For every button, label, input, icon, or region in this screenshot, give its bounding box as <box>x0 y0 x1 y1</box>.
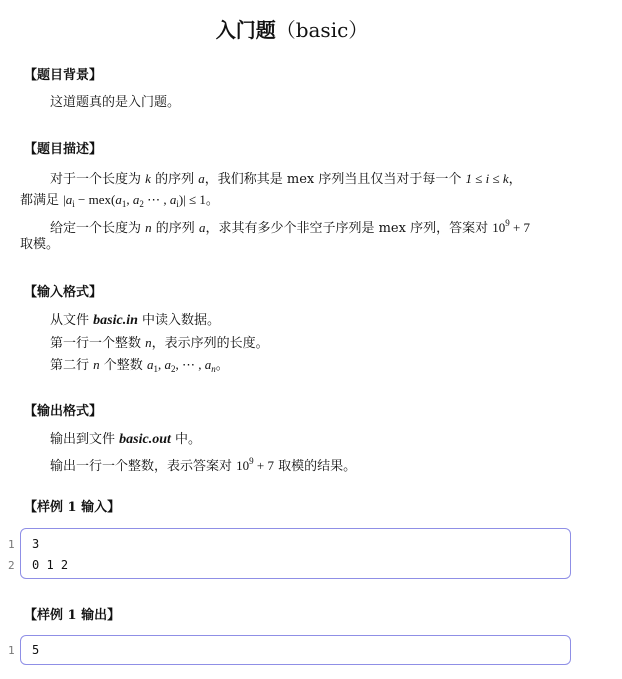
title-paren: （basic） <box>275 18 369 42</box>
text-span: 。 <box>205 193 219 208</box>
math-a: a <box>198 171 205 186</box>
background-text: 这道题真的是入门题。 <box>50 95 181 110</box>
text-span: 输出到文件 <box>50 432 116 447</box>
sample-input-heading: 【样例 1 输入】 <box>24 500 121 515</box>
math-formula: $|a_i - mex(a_1$, $a_2$ ⋯ , $a_i)| \le 1$ <box>63 192 206 209</box>
description-line-1 <box>50 168 522 190</box>
input-line-2 <box>50 332 269 354</box>
text-span: 都满足 <box>20 193 60 208</box>
input-format-heading: 【输入格式】 <box>24 285 103 300</box>
input-line-3 <box>50 354 229 380</box>
math-sequence: $a_1$, $a_2$, ⋯ , $a_n$ <box>146 357 216 374</box>
text-span: 给定一个长度为 <box>50 221 142 236</box>
line-number: 1 <box>8 644 15 657</box>
sample-output-gutter <box>8 640 15 661</box>
page-title <box>0 14 584 43</box>
description-heading: 【题目描述】 <box>24 142 103 157</box>
text-span: 输出一行一个整数，表示答案对 <box>50 459 233 474</box>
text-span: 。 <box>215 358 229 373</box>
title-main: 入门题 <box>215 18 276 42</box>
code-line: 0 1 2 <box>32 558 69 572</box>
code-line: 5 <box>32 643 40 657</box>
sample-output-heading: 【样例 1 输出】 <box>24 608 121 623</box>
text-span: 中读入数据。 <box>142 313 221 328</box>
description-line-2 <box>20 189 219 215</box>
text-span: 取模的结果。 <box>278 459 357 474</box>
math-modulus: $10^9 + 7$ <box>492 218 531 235</box>
background-heading: 【题目背景】 <box>24 68 103 83</box>
input-line-1 <box>50 310 220 331</box>
math-condition: 1 ≤ i ≤ k <box>465 171 509 186</box>
text-span: ， <box>508 172 522 187</box>
text-span: 个整数 <box>103 358 143 373</box>
math-modulus: $10^9 + 7$ <box>236 456 274 473</box>
math-a: a <box>198 220 206 235</box>
math-k: k <box>145 171 151 186</box>
sample-input-gutter <box>8 534 15 576</box>
output-line-1 <box>50 429 201 450</box>
math-n: n <box>145 220 152 235</box>
sample-input-box[interactable] <box>20 528 571 579</box>
text-span: ，求其有多少个非空子序列是 mex 序列，答案对 <box>205 221 489 236</box>
sample-output-box[interactable] <box>20 635 571 665</box>
text-span: 第二行 <box>50 358 90 373</box>
code-line: 3 <box>32 537 40 551</box>
description-line-3 <box>50 213 530 239</box>
output-line-2 <box>50 451 356 477</box>
input-filename: basic.in <box>93 313 138 328</box>
text-span: 第一行一个整数 <box>50 336 142 351</box>
text-span: 中。 <box>175 432 202 447</box>
text-span: 的序列 <box>155 221 195 236</box>
output-filename: basic.out <box>119 432 171 447</box>
output-format-heading: 【输出格式】 <box>24 404 103 419</box>
line-number: 1 <box>8 538 15 551</box>
text-span: ，表示序列的长度。 <box>151 336 269 351</box>
math-n: n <box>145 335 152 350</box>
line-number: 2 <box>8 559 15 572</box>
description-line-4: 取模。 <box>20 237 60 252</box>
text-span: 对于一个长度为 <box>50 172 142 187</box>
text-span: 的序列 <box>155 172 195 187</box>
text-span: 从文件 <box>50 313 90 328</box>
text-span: ，我们称其是 mex 序列当且仅当对于每一个 <box>204 172 462 187</box>
math-n: n <box>93 357 100 372</box>
